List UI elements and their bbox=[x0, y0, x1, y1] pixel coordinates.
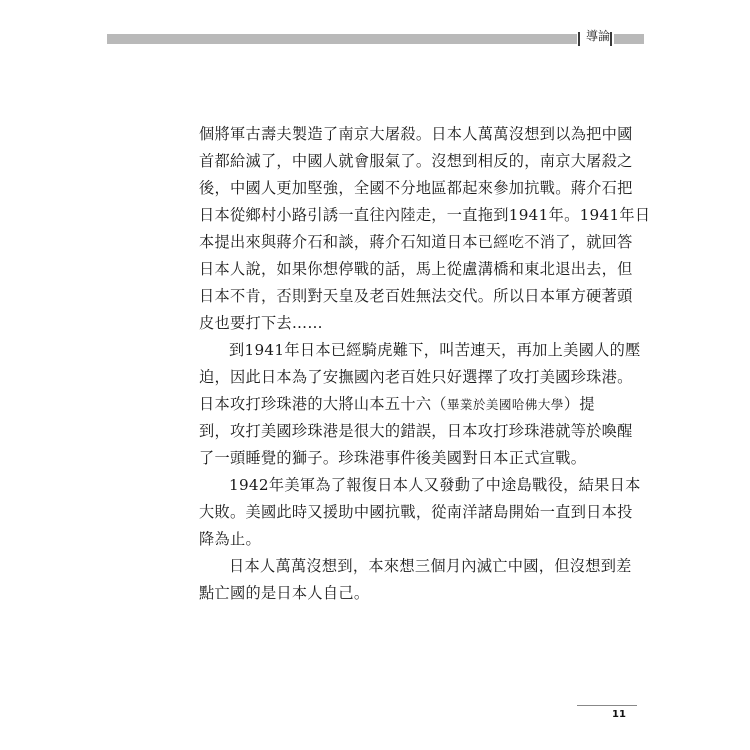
text-line: 到1941年日本已經騎虎難下，叫苦連天，再加上美國人的壓 bbox=[229, 341, 641, 359]
text-line: 到，攻打美國珍珠港是很大的錯誤，日本攻打珍珠港就等於喚醒 bbox=[199, 422, 633, 440]
text-line: 皮也要打下去…… bbox=[199, 314, 323, 332]
text-line: 個將軍古壽夫製造了南京大屠殺。日本人萬萬沒想到以為把中國 bbox=[199, 125, 633, 143]
header-bar-tail bbox=[614, 34, 644, 44]
footer-rule bbox=[577, 705, 637, 706]
text-line: 日本不肯，否則對天皇及老百姓無法交代。所以日本軍方硬著頭 bbox=[199, 287, 633, 305]
inline-note: 畢業於美國哈佛大學 bbox=[446, 397, 564, 412]
text-segment: ）提 bbox=[563, 395, 595, 413]
text-line: 1942年美軍為了報復日本人又發動了中途島戰役，結果日本 bbox=[229, 476, 641, 494]
paragraph-1 bbox=[199, 121, 651, 337]
body-text bbox=[199, 121, 651, 607]
header-bar bbox=[107, 34, 577, 44]
text-line: 日本人說，如果你想停戰的話，馬上從盧溝橋和東北退出去，但 bbox=[199, 260, 633, 278]
text-line: 了一頭睡覺的獅子。珍珠港事件後美國對日本正式宣戰。 bbox=[199, 449, 587, 467]
text-line: 日本從鄉村小路引誘一直往內陸走，一直拖到1941年。1941年日 bbox=[199, 206, 651, 224]
header-divider-right bbox=[610, 32, 612, 46]
text-line: 日本人萬萬沒想到，本來想三個月內滅亡中國，但沒想到差 bbox=[229, 557, 632, 575]
text-line: 迫，因此日本為了安撫國內老百姓只好選擇了攻打美國珍珠港。 bbox=[199, 368, 633, 386]
text-segment: 日本攻打珍珠港的大將山本五十六（ bbox=[199, 395, 447, 413]
text-line: 大敗。美國此時又援助中國抗戰，從南洋諸島開始一直到日本投 bbox=[199, 503, 633, 521]
paragraph-4 bbox=[199, 553, 632, 607]
text-line: 本提出來與蔣介石和談，蔣介石知道日本已經吃不消了，就回答 bbox=[199, 233, 633, 251]
text-line: 後，中國人更加堅強，全國不分地區都起來參加抗戰。蔣介石把 bbox=[199, 179, 633, 197]
page-number: 11 bbox=[612, 709, 626, 720]
text-line: 降為止。 bbox=[199, 530, 261, 548]
section-label: 導論 bbox=[586, 29, 611, 43]
paragraph-2 bbox=[199, 337, 641, 472]
text-line: 首都給滅了，中國人就會服氣了。沒想到相反的，南京大屠殺之 bbox=[199, 152, 633, 170]
paragraph-3 bbox=[199, 472, 641, 553]
header-divider-left bbox=[578, 32, 580, 46]
text-line: 點亡國的是日本人自己。 bbox=[199, 584, 370, 602]
text-line-with-note bbox=[199, 391, 595, 418]
